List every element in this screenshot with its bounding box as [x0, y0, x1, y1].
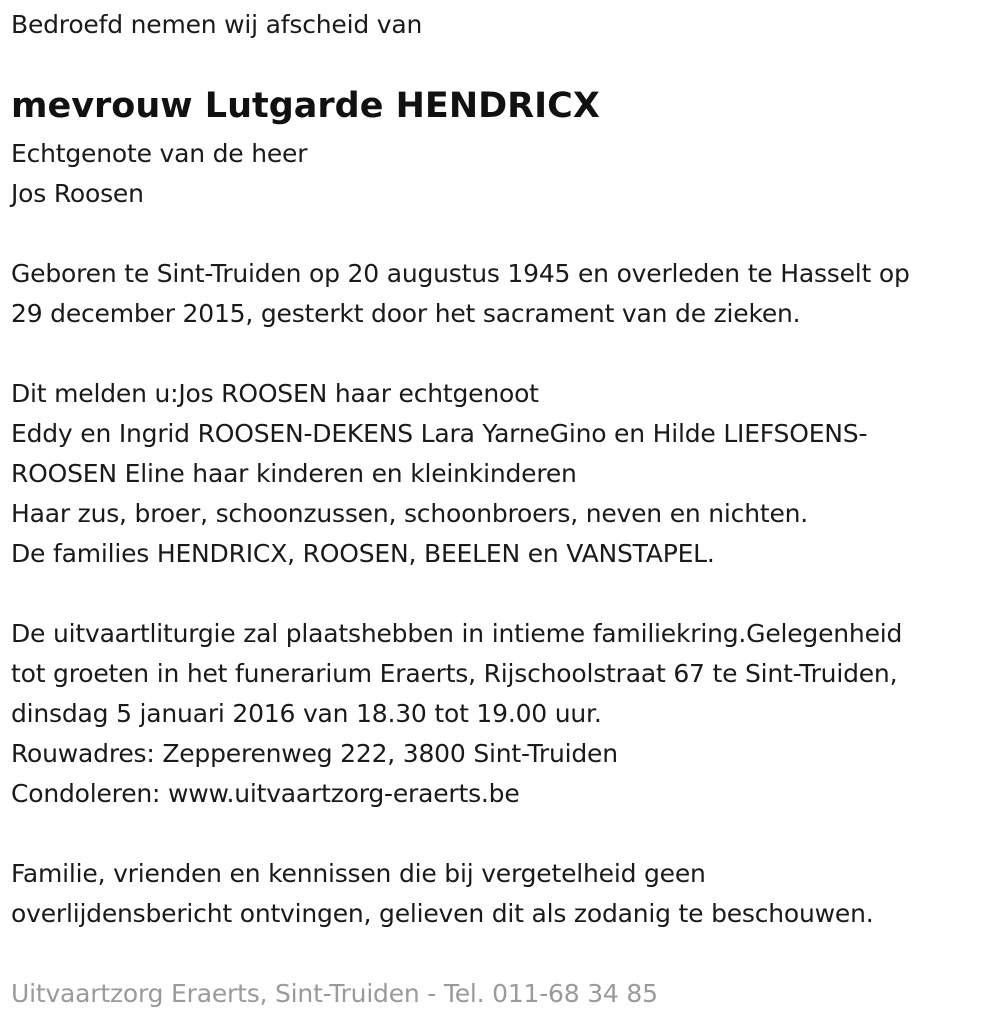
birth-death-block	[11, 254, 910, 334]
funeral-line: De uitvaartliturgie zal plaatshebben in intieme familiekring.Gelegenheid	[11, 619, 903, 648]
funeral-line: tot groeten in het funerarium Eraerts, Rijschoolstraat 67 te Sint-Truiden,	[11, 659, 898, 688]
birth-death-line: Geboren te Sint-Truiden op 20 augustus 1945 en overleden te Hasselt op	[11, 259, 910, 288]
funeral-home-footer: Uitvaartzorg Eraerts, Sint-Truiden - Tel. 011-68 34 85	[11, 979, 658, 1008]
birth-death-line: 29 december 2015, gesterkt door het sacrament van de zieken.	[11, 299, 801, 328]
deceased-name: mevrouw Lutgarde HENDRICX	[11, 86, 600, 126]
note-line: overlijdensbericht ontvingen, gelieven dit als zodanig te beschouwen.	[11, 899, 874, 928]
spouse-block	[11, 134, 307, 214]
family-line: Dit melden u:Jos ROOSEN haar echtgenoot	[11, 379, 539, 408]
funeral-block	[11, 614, 902, 814]
family-line: Eddy en Ingrid ROOSEN-DEKENS Lara YarneGino en Hilde LIEFSOENS-	[11, 419, 868, 448]
family-line: ROOSEN Eline haar kinderen en kleinkinderen	[11, 459, 577, 488]
note-line: Familie, vrienden en kennissen die bij vergetelheid geen	[11, 859, 706, 888]
spouse-line: Echtgenote van de heer	[11, 139, 308, 168]
family-line: Haar zus, broer, schoonzussen, schoonbroers, neven en nichten.	[11, 499, 809, 528]
funeral-line: dinsdag 5 januari 2016 van 18.30 tot 19.00 uur.	[11, 699, 602, 728]
family-block	[11, 374, 867, 574]
intro-text: Bedroefd nemen wij afscheid van	[11, 10, 423, 39]
spouse-line: Jos Roosen	[11, 179, 144, 208]
mourning-address: Rouwadres: Zepperenweg 222, 3800 Sint-Truiden	[11, 739, 618, 768]
condolence-link[interactable]: Condoleren: www.uitvaartzorg-eraerts.be	[11, 779, 520, 808]
notice-note-block	[11, 854, 874, 934]
family-line: De families HENDRICX, ROOSEN, BEELEN en VANSTAPEL.	[11, 539, 715, 568]
